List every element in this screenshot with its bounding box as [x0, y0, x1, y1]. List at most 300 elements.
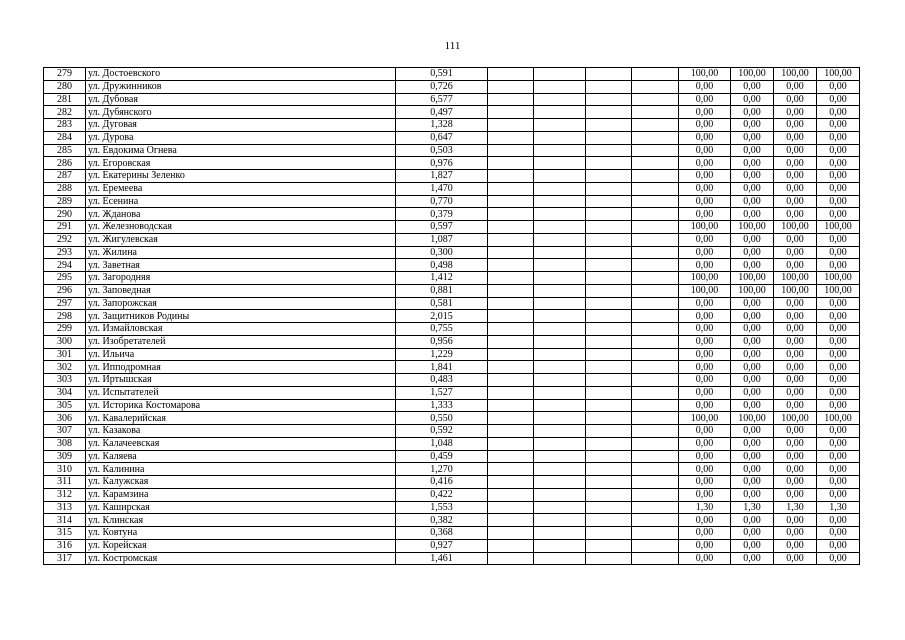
- value-d: 0,00: [817, 539, 860, 552]
- value-c: 0,00: [774, 310, 817, 323]
- value-b: 0,00: [731, 399, 774, 412]
- table-row: [44, 182, 860, 195]
- length-value: 0,581: [396, 297, 488, 310]
- empty-cell: [488, 106, 534, 119]
- empty-cell: [586, 80, 632, 93]
- value-a: 0,00: [679, 437, 731, 450]
- value-c: 0,00: [774, 425, 817, 438]
- street-name: ул. Дуговая: [86, 119, 396, 132]
- empty-cell: [488, 259, 534, 272]
- table-row: [44, 374, 860, 387]
- value-a: 0,00: [679, 386, 731, 399]
- empty-cell: [586, 259, 632, 272]
- value-a: 0,00: [679, 323, 731, 336]
- value-d: 100,00: [817, 412, 860, 425]
- row-number: 296: [44, 284, 86, 297]
- value-b: 0,00: [731, 476, 774, 489]
- value-b: 0,00: [731, 539, 774, 552]
- table-row: [44, 80, 860, 93]
- length-value: 1,553: [396, 501, 488, 514]
- empty-cell: [586, 93, 632, 106]
- value-a: 0,00: [679, 348, 731, 361]
- street-name: ул. Достоевского: [86, 68, 396, 81]
- length-value: 1,527: [396, 386, 488, 399]
- street-name: ул. Карамзина: [86, 488, 396, 501]
- street-name: ул. Защитников Родины: [86, 310, 396, 323]
- value-c: 1,30: [774, 501, 817, 514]
- length-value: 0,416: [396, 476, 488, 489]
- value-b: 0,00: [731, 297, 774, 310]
- value-d: 0,00: [817, 335, 860, 348]
- length-value: 2,015: [396, 310, 488, 323]
- value-c: 0,00: [774, 131, 817, 144]
- value-b: 0,00: [731, 259, 774, 272]
- length-value: 0,379: [396, 208, 488, 221]
- empty-cell: [632, 552, 679, 565]
- value-b: 100,00: [731, 221, 774, 234]
- length-value: 0,503: [396, 144, 488, 157]
- length-value: 1,470: [396, 182, 488, 195]
- empty-cell: [488, 450, 534, 463]
- value-d: 0,00: [817, 157, 860, 170]
- row-number: 309: [44, 450, 86, 463]
- table-row: [44, 170, 860, 183]
- empty-cell: [632, 208, 679, 221]
- table-row: [44, 310, 860, 323]
- empty-cell: [586, 539, 632, 552]
- value-c: 0,00: [774, 323, 817, 336]
- empty-cell: [632, 501, 679, 514]
- value-d: 100,00: [817, 284, 860, 297]
- empty-cell: [534, 374, 586, 387]
- row-number: 314: [44, 514, 86, 527]
- table-row: [44, 361, 860, 374]
- length-value: 0,956: [396, 335, 488, 348]
- value-d: 0,00: [817, 310, 860, 323]
- value-c: 0,00: [774, 552, 817, 565]
- empty-cell: [534, 437, 586, 450]
- street-name: ул. Заповедная: [86, 284, 396, 297]
- empty-cell: [534, 488, 586, 501]
- value-c: 0,00: [774, 144, 817, 157]
- table-row: [44, 476, 860, 489]
- value-d: 0,00: [817, 386, 860, 399]
- empty-cell: [586, 106, 632, 119]
- value-a: 0,00: [679, 488, 731, 501]
- value-d: 0,00: [817, 399, 860, 412]
- table-row: [44, 514, 860, 527]
- empty-cell: [632, 144, 679, 157]
- empty-cell: [488, 310, 534, 323]
- length-value: 1,328: [396, 119, 488, 132]
- empty-cell: [586, 131, 632, 144]
- empty-cell: [488, 476, 534, 489]
- empty-cell: [586, 425, 632, 438]
- empty-cell: [534, 208, 586, 221]
- empty-cell: [488, 374, 534, 387]
- empty-cell: [632, 93, 679, 106]
- value-b: 0,00: [731, 527, 774, 540]
- empty-cell: [534, 259, 586, 272]
- table-row: [44, 386, 860, 399]
- table-row: [44, 425, 860, 438]
- empty-cell: [586, 412, 632, 425]
- empty-cell: [586, 68, 632, 81]
- empty-cell: [534, 386, 586, 399]
- empty-cell: [488, 539, 534, 552]
- value-a: 100,00: [679, 68, 731, 81]
- row-number: 298: [44, 310, 86, 323]
- empty-cell: [586, 463, 632, 476]
- value-b: 0,00: [731, 208, 774, 221]
- row-number: 290: [44, 208, 86, 221]
- value-d: 0,00: [817, 361, 860, 374]
- street-name: ул. Изобретателей: [86, 335, 396, 348]
- value-a: 0,00: [679, 208, 731, 221]
- row-number: 299: [44, 323, 86, 336]
- empty-cell: [488, 501, 534, 514]
- empty-cell: [586, 144, 632, 157]
- table-row: [44, 233, 860, 246]
- empty-cell: [632, 246, 679, 259]
- empty-cell: [488, 514, 534, 527]
- value-b: 0,00: [731, 552, 774, 565]
- empty-cell: [632, 310, 679, 323]
- value-d: 0,00: [817, 119, 860, 132]
- empty-cell: [488, 361, 534, 374]
- empty-cell: [534, 476, 586, 489]
- value-a: 0,00: [679, 463, 731, 476]
- length-value: 1,841: [396, 361, 488, 374]
- table-row: [44, 297, 860, 310]
- value-a: 0,00: [679, 297, 731, 310]
- empty-cell: [534, 399, 586, 412]
- empty-cell: [488, 323, 534, 336]
- table-row: [44, 157, 860, 170]
- empty-cell: [534, 323, 586, 336]
- value-c: 0,00: [774, 463, 817, 476]
- empty-cell: [586, 208, 632, 221]
- table-row: [44, 539, 860, 552]
- value-c: 100,00: [774, 284, 817, 297]
- length-value: 0,422: [396, 488, 488, 501]
- value-a: 0,00: [679, 514, 731, 527]
- row-number: 295: [44, 272, 86, 285]
- table-row: [44, 399, 860, 412]
- street-name: ул. Железноводская: [86, 221, 396, 234]
- value-c: 0,00: [774, 157, 817, 170]
- empty-cell: [632, 476, 679, 489]
- value-d: 0,00: [817, 463, 860, 476]
- empty-cell: [534, 348, 586, 361]
- value-a: 100,00: [679, 412, 731, 425]
- value-b: 100,00: [731, 412, 774, 425]
- value-b: 0,00: [731, 195, 774, 208]
- empty-cell: [632, 450, 679, 463]
- value-b: 0,00: [731, 361, 774, 374]
- empty-cell: [534, 335, 586, 348]
- value-b: 0,00: [731, 170, 774, 183]
- value-d: 0,00: [817, 476, 860, 489]
- street-name: ул. Есенина: [86, 195, 396, 208]
- length-value: 0,497: [396, 106, 488, 119]
- empty-cell: [488, 335, 534, 348]
- value-d: 0,00: [817, 437, 860, 450]
- table-row: [44, 284, 860, 297]
- empty-cell: [534, 539, 586, 552]
- value-a: 0,00: [679, 374, 731, 387]
- value-c: 100,00: [774, 68, 817, 81]
- row-number: 304: [44, 386, 86, 399]
- empty-cell: [488, 80, 534, 93]
- value-a: 0,00: [679, 539, 731, 552]
- value-c: 0,00: [774, 93, 817, 106]
- length-value: 0,881: [396, 284, 488, 297]
- value-b: 0,00: [731, 80, 774, 93]
- table-row: [44, 323, 860, 336]
- empty-cell: [534, 514, 586, 527]
- row-number: 292: [44, 233, 86, 246]
- value-a: 0,00: [679, 106, 731, 119]
- value-a: 0,00: [679, 182, 731, 195]
- row-number: 294: [44, 259, 86, 272]
- street-name: ул. Заветная: [86, 259, 396, 272]
- street-name: ул. Каляева: [86, 450, 396, 463]
- street-name: ул. Евдокима Огнева: [86, 144, 396, 157]
- value-b: 0,00: [731, 463, 774, 476]
- empty-cell: [586, 233, 632, 246]
- street-name: ул. Жигулевская: [86, 233, 396, 246]
- value-c: 0,00: [774, 348, 817, 361]
- value-d: 0,00: [817, 80, 860, 93]
- length-value: 0,647: [396, 131, 488, 144]
- street-name: ул. Иртышская: [86, 374, 396, 387]
- value-a: 0,00: [679, 335, 731, 348]
- value-d: 0,00: [817, 131, 860, 144]
- table-row: [44, 106, 860, 119]
- empty-cell: [534, 195, 586, 208]
- street-name: ул. Жилина: [86, 246, 396, 259]
- value-d: 0,00: [817, 233, 860, 246]
- empty-cell: [488, 552, 534, 565]
- empty-cell: [534, 157, 586, 170]
- value-b: 0,00: [731, 106, 774, 119]
- empty-cell: [534, 131, 586, 144]
- empty-cell: [534, 284, 586, 297]
- value-a: 0,00: [679, 425, 731, 438]
- page-number: 111: [444, 40, 461, 52]
- length-value: 1,270: [396, 463, 488, 476]
- empty-cell: [488, 119, 534, 132]
- empty-cell: [632, 195, 679, 208]
- empty-cell: [632, 80, 679, 93]
- length-value: 1,461: [396, 552, 488, 565]
- length-value: 0,976: [396, 157, 488, 170]
- street-name: ул. Дурова: [86, 131, 396, 144]
- value-d: 0,00: [817, 552, 860, 565]
- street-name: ул. Кавалерийская: [86, 412, 396, 425]
- empty-cell: [586, 297, 632, 310]
- value-a: 0,00: [679, 233, 731, 246]
- empty-cell: [488, 386, 534, 399]
- length-value: 0,726: [396, 80, 488, 93]
- length-value: 0,597: [396, 221, 488, 234]
- empty-cell: [632, 233, 679, 246]
- value-b: 0,00: [731, 437, 774, 450]
- empty-cell: [534, 170, 586, 183]
- empty-cell: [632, 348, 679, 361]
- length-value: 0,770: [396, 195, 488, 208]
- value-d: 0,00: [817, 450, 860, 463]
- row-number: 311: [44, 476, 86, 489]
- value-d: 0,00: [817, 488, 860, 501]
- street-name: ул. Загородняя: [86, 272, 396, 285]
- table-row: [44, 119, 860, 132]
- empty-cell: [488, 182, 534, 195]
- empty-cell: [632, 425, 679, 438]
- value-b: 0,00: [731, 182, 774, 195]
- row-number: 310: [44, 463, 86, 476]
- empty-cell: [488, 399, 534, 412]
- street-name: ул. Егоровская: [86, 157, 396, 170]
- length-value: 6,577: [396, 93, 488, 106]
- empty-cell: [632, 284, 679, 297]
- table-row: [44, 144, 860, 157]
- row-number: 303: [44, 374, 86, 387]
- value-c: 0,00: [774, 386, 817, 399]
- empty-cell: [632, 539, 679, 552]
- value-d: 0,00: [817, 425, 860, 438]
- empty-cell: [488, 221, 534, 234]
- street-name: ул. Историка Костомарова: [86, 399, 396, 412]
- row-number: 308: [44, 437, 86, 450]
- empty-cell: [586, 527, 632, 540]
- value-b: 0,00: [731, 488, 774, 501]
- value-c: 0,00: [774, 106, 817, 119]
- value-b: 0,00: [731, 374, 774, 387]
- row-number: 287: [44, 170, 86, 183]
- empty-cell: [632, 259, 679, 272]
- streets-table: [43, 67, 860, 565]
- empty-cell: [586, 221, 632, 234]
- empty-cell: [586, 246, 632, 259]
- empty-cell: [586, 361, 632, 374]
- value-d: 0,00: [817, 182, 860, 195]
- street-name: ул. Ковтуна: [86, 527, 396, 540]
- empty-cell: [488, 527, 534, 540]
- value-a: 0,00: [679, 119, 731, 132]
- street-name: ул. Ипподромная: [86, 361, 396, 374]
- table-row: [44, 131, 860, 144]
- value-d: 0,00: [817, 297, 860, 310]
- empty-cell: [586, 348, 632, 361]
- empty-cell: [632, 488, 679, 501]
- empty-cell: [632, 399, 679, 412]
- value-b: 100,00: [731, 284, 774, 297]
- length-value: 0,550: [396, 412, 488, 425]
- length-value: 0,498: [396, 259, 488, 272]
- row-number: 317: [44, 552, 86, 565]
- empty-cell: [534, 297, 586, 310]
- empty-cell: [586, 157, 632, 170]
- length-value: 1,333: [396, 399, 488, 412]
- empty-cell: [632, 272, 679, 285]
- empty-cell: [488, 297, 534, 310]
- empty-cell: [586, 272, 632, 285]
- empty-cell: [586, 552, 632, 565]
- street-name: ул. Казакова: [86, 425, 396, 438]
- street-name: ул. Испытателей: [86, 386, 396, 399]
- length-value: 0,755: [396, 323, 488, 336]
- empty-cell: [534, 80, 586, 93]
- value-c: 0,00: [774, 476, 817, 489]
- value-a: 0,00: [679, 399, 731, 412]
- value-c: 0,00: [774, 437, 817, 450]
- value-a: 0,00: [679, 157, 731, 170]
- empty-cell: [632, 106, 679, 119]
- empty-cell: [632, 323, 679, 336]
- table-row: [44, 437, 860, 450]
- street-name: ул. Калачеевская: [86, 437, 396, 450]
- row-number: 300: [44, 335, 86, 348]
- empty-cell: [586, 399, 632, 412]
- length-value: 0,592: [396, 425, 488, 438]
- value-d: 0,00: [817, 374, 860, 387]
- table-row: [44, 195, 860, 208]
- row-number: 297: [44, 297, 86, 310]
- table-row: [44, 68, 860, 81]
- row-number: 302: [44, 361, 86, 374]
- value-c: 0,00: [774, 450, 817, 463]
- value-c: 0,00: [774, 399, 817, 412]
- value-d: 0,00: [817, 348, 860, 361]
- empty-cell: [586, 514, 632, 527]
- empty-cell: [586, 284, 632, 297]
- empty-cell: [632, 437, 679, 450]
- empty-cell: [632, 335, 679, 348]
- table-body: [44, 68, 860, 565]
- table-row: [44, 488, 860, 501]
- empty-cell: [632, 463, 679, 476]
- empty-cell: [632, 412, 679, 425]
- empty-cell: [534, 221, 586, 234]
- table-row: [44, 208, 860, 221]
- street-name: ул. Дубовая: [86, 93, 396, 106]
- empty-cell: [488, 488, 534, 501]
- value-b: 0,00: [731, 386, 774, 399]
- empty-cell: [586, 119, 632, 132]
- empty-cell: [488, 195, 534, 208]
- street-name: ул. Екатерины Зеленко: [86, 170, 396, 183]
- empty-cell: [488, 93, 534, 106]
- value-a: 1,30: [679, 501, 731, 514]
- value-c: 0,00: [774, 170, 817, 183]
- length-value: 0,300: [396, 246, 488, 259]
- value-c: 0,00: [774, 233, 817, 246]
- value-a: 100,00: [679, 284, 731, 297]
- empty-cell: [586, 488, 632, 501]
- empty-cell: [586, 437, 632, 450]
- empty-cell: [632, 514, 679, 527]
- empty-cell: [488, 131, 534, 144]
- empty-cell: [488, 208, 534, 221]
- empty-cell: [488, 246, 534, 259]
- value-a: 0,00: [679, 144, 731, 157]
- row-number: 286: [44, 157, 86, 170]
- empty-cell: [488, 412, 534, 425]
- empty-cell: [488, 284, 534, 297]
- row-number: 283: [44, 119, 86, 132]
